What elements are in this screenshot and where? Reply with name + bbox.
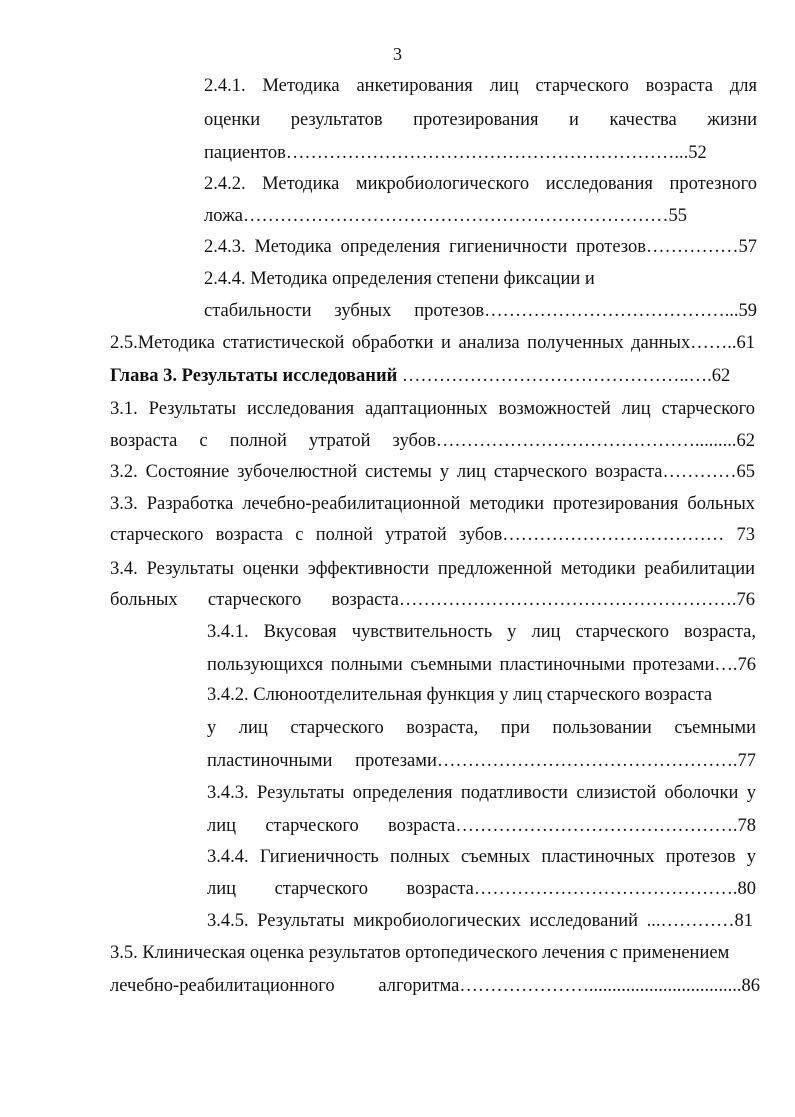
toc-entry-3-1-line-2: возраста с полной утратой зубов…………………………………….........62 (110, 431, 755, 451)
toc-entry-2-4-4-line-2: стабильности зубных протезов…………………………………...59 (204, 301, 757, 321)
toc-entry-3-4-5: 3.4.5. Результаты микробиологических исследований ...…………81 (207, 911, 753, 931)
toc-entry-3-4-line-2: больных старческого возраста……………………………………………….76 (110, 590, 755, 610)
toc-entry-3-2: 3.2. Состояние зубочелюстной системы у лиц старческого возраста…………65 (110, 462, 755, 482)
toc-entry-3-4-4-line-2: лиц старческого возраста…………………………………….80 (207, 879, 756, 899)
toc-entry-3-4-4-line-1: 3.4.4. Гигиеничность полных съемных пластиночных протезов у (207, 847, 756, 867)
toc-entry-2-4-3: 2.4.3. Методика определения гигиеничности протезов……………57 (204, 237, 757, 257)
toc-entry-3-4-2-line-2: у лиц старческого возраста, при пользовании съемными (207, 718, 756, 738)
page-number: 3 (393, 44, 402, 64)
toc-entry-2-4-4-line-1: 2.4.4. Методика определения степени фиксации и (204, 269, 595, 289)
toc-entry-3-4-3-line-1: 3.4.3. Результаты определения податливости слизистой оболочки у (207, 783, 756, 803)
toc-entry-2-4-2-line-1: 2.4.2. Методика микробиологического исследования протезного (204, 174, 757, 194)
chapter-3-title: Глава 3. Результаты исследований (110, 366, 398, 386)
toc-entry-2-4-1-line-1: 2.4.1. Методика анкетирования лиц старческого возраста для (204, 76, 757, 96)
toc-entry-2-4-2-line-2: ложа……………………………………………………………55 (204, 206, 688, 226)
toc-entry-3-1-line-1: 3.1. Результаты исследования адаптационных возможностей лиц старческого (110, 399, 755, 419)
toc-entry-3-4-1-line-1: 3.4.1. Вкусовая чувствительность у лиц старческого возраста, (207, 622, 756, 642)
toc-entry-3-4-1-line-2: пользующихся полными съемными пластиночными протезами….76 (207, 655, 756, 675)
toc-chapter-3 (110, 367, 755, 386)
toc-entry-3-4-2-line-3: пластиночными протезами………………………………………….77 (207, 751, 756, 771)
toc-entry-2-4-1-line-2: оценки результатов протезирования и качества жизни (204, 110, 757, 130)
toc-entry-3-5-line-2: лечебно-реабилитационного алгоритма………………….................................86 (110, 976, 760, 996)
toc-entry-3-5-line-1: 3.5. Клиническая оценка результатов ортопедического лечения с применением (110, 943, 730, 963)
toc-entry-3-3-line-1: 3.3. Разработка лечебно-реабилитационной методики протезирования больных (110, 494, 755, 514)
toc-entry-3-4-line-1: 3.4. Результаты оценки эффективности предложенной методики реабилитации (110, 559, 755, 579)
toc-entry-3-3-line-2: старческого возраста с полной утратой зубов……………………………… 73 (110, 525, 755, 545)
toc-entry-3-4-2-line-1: 3.4.2. Слюноотделительная функция у лиц старческого возраста (207, 685, 713, 705)
toc-entry-3-4-3-line-2: лиц старческого возраста……………………………………….78 (207, 816, 756, 836)
toc-entry-2-5: 2.5.Методика статистической обработки и анализа полученных данных……..61 (110, 333, 755, 353)
toc-entry-2-4-1-line-3: пациентов………………………………………………………...52 (204, 143, 707, 163)
chapter-3-leader: ………………………………………..….62 (397, 366, 731, 386)
